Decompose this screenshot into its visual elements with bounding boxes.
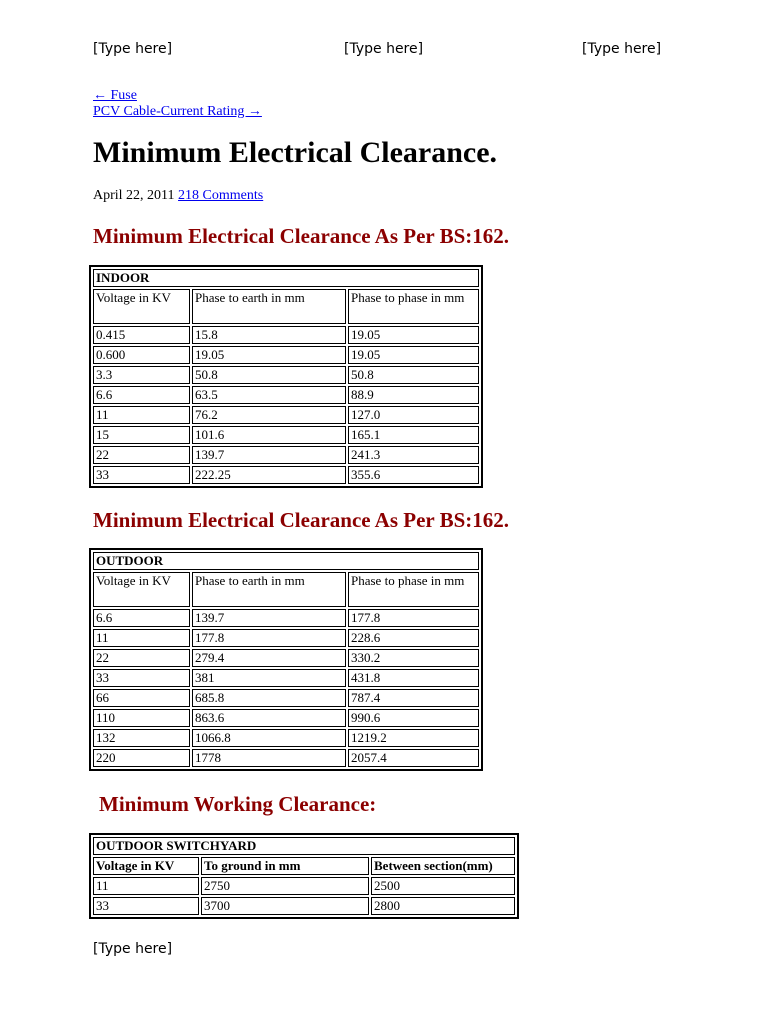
table-cell: 110 xyxy=(93,709,190,727)
column-header: Phase to phase in mm xyxy=(348,289,479,324)
table-cell: 11 xyxy=(93,877,199,895)
table-row xyxy=(93,749,479,767)
footer-left: [Type here] xyxy=(93,941,173,957)
page-title: Minimum Electrical Clearance. xyxy=(93,136,498,169)
indoor-heading: Minimum Electrical Clearance As Per BS:162. xyxy=(93,224,510,248)
table-cell: 132 xyxy=(93,729,190,747)
table-cell: 76.2 xyxy=(192,406,346,424)
table-row xyxy=(93,629,479,647)
table-cell: 355.6 xyxy=(348,466,479,484)
table-cell: 63.5 xyxy=(192,386,346,404)
column-header: Phase to earth in mm xyxy=(192,289,346,324)
table-header-row xyxy=(93,289,479,324)
table-cell: 220 xyxy=(93,749,190,767)
table-cell: 22 xyxy=(93,649,190,667)
table-row xyxy=(93,406,479,424)
table-row xyxy=(93,386,479,404)
column-header: Phase to phase in mm xyxy=(348,572,479,607)
table-cell: 431.8 xyxy=(348,669,479,687)
table-cell: 127.0 xyxy=(348,406,479,424)
table-cell: 19.05 xyxy=(348,346,479,364)
table-cell: 2057.4 xyxy=(348,749,479,767)
table-cell: 2500 xyxy=(371,877,515,895)
working-heading: Minimum Working Clearance: xyxy=(99,792,377,816)
table-cell: 685.8 xyxy=(192,689,346,707)
table-cell: 0.600 xyxy=(93,346,190,364)
table-row xyxy=(93,649,479,667)
column-header: Voltage in KV xyxy=(93,857,199,875)
table-row xyxy=(93,366,479,384)
table-cell: 19.05 xyxy=(192,346,346,364)
post-meta xyxy=(93,188,263,204)
header-right: [Type here] xyxy=(582,41,662,57)
table-cell: 1219.2 xyxy=(348,729,479,747)
outdoor-heading: Minimum Electrical Clearance As Per BS:162. xyxy=(93,508,510,532)
next-post-link[interactable]: PCV Cable-Current Rating → xyxy=(93,104,262,119)
table-cell: 3700 xyxy=(201,897,369,915)
table-row xyxy=(93,729,479,747)
table-cell: 15.8 xyxy=(192,326,346,344)
table-cell: 222.25 xyxy=(192,466,346,484)
table-cell: 66 xyxy=(93,689,190,707)
table-cell: 15 xyxy=(93,426,190,444)
table-row xyxy=(93,689,479,707)
comments-link[interactable]: 218 Comments xyxy=(178,188,264,203)
table-cell: 787.4 xyxy=(348,689,479,707)
table-cell: 228.6 xyxy=(348,629,479,647)
table-cell: 33 xyxy=(93,466,190,484)
prev-post-link[interactable]: ← Fuse xyxy=(93,88,137,103)
table-title-row xyxy=(93,269,479,287)
table-cell: 0.415 xyxy=(93,326,190,344)
table-cell: 3.3 xyxy=(93,366,190,384)
table-cell: 241.3 xyxy=(348,446,479,464)
indoor-clearance-table xyxy=(89,265,483,488)
table-cell: 33 xyxy=(93,669,190,687)
table-cell: 279.4 xyxy=(192,649,346,667)
table-cell: 11 xyxy=(93,406,190,424)
table-cell: 330.2 xyxy=(348,649,479,667)
table-cell: 2800 xyxy=(371,897,515,915)
table-row xyxy=(93,446,479,464)
table-cell: 165.1 xyxy=(348,426,479,444)
column-header: Phase to earth in mm xyxy=(192,572,346,607)
table-row xyxy=(93,669,479,687)
table-cell: 177.8 xyxy=(348,609,479,627)
table-row xyxy=(93,346,479,364)
table-title: OUTDOOR xyxy=(93,552,479,570)
outdoor-clearance-table xyxy=(89,548,483,771)
table-title: OUTDOOR SWITCHYARD xyxy=(93,837,515,855)
table-cell: 1066.8 xyxy=(192,729,346,747)
table-cell: 50.8 xyxy=(192,366,346,384)
table-header-row xyxy=(93,857,515,875)
column-header: Voltage in KV xyxy=(93,572,190,607)
table-cell: 11 xyxy=(93,629,190,647)
column-header: Between section(mm) xyxy=(371,857,515,875)
table-row xyxy=(93,877,515,895)
table-cell: 990.6 xyxy=(348,709,479,727)
table-cell: 139.7 xyxy=(192,609,346,627)
table-title: INDOOR xyxy=(93,269,479,287)
table-cell: 19.05 xyxy=(348,326,479,344)
table-header-row xyxy=(93,572,479,607)
table-row xyxy=(93,709,479,727)
table-cell: 139.7 xyxy=(192,446,346,464)
table-cell: 88.9 xyxy=(348,386,479,404)
header-center: [Type here] xyxy=(344,41,424,57)
table-row xyxy=(93,326,479,344)
post-date: April 22, 2011 xyxy=(93,188,175,203)
table-row xyxy=(93,609,479,627)
table-cell: 6.6 xyxy=(93,386,190,404)
table-row xyxy=(93,426,479,444)
table-cell: 101.6 xyxy=(192,426,346,444)
table-title-row xyxy=(93,552,479,570)
column-header: To ground in mm xyxy=(201,857,369,875)
table-cell: 381 xyxy=(192,669,346,687)
table-cell: 1778 xyxy=(192,749,346,767)
table-row xyxy=(93,897,515,915)
table-cell: 22 xyxy=(93,446,190,464)
column-header: Voltage in KV xyxy=(93,289,190,324)
table-cell: 6.6 xyxy=(93,609,190,627)
table-row xyxy=(93,466,479,484)
working-clearance-table xyxy=(89,833,519,919)
table-cell: 177.8 xyxy=(192,629,346,647)
table-cell: 33 xyxy=(93,897,199,915)
table-title-row xyxy=(93,837,515,855)
table-cell: 2750 xyxy=(201,877,369,895)
table-cell: 863.6 xyxy=(192,709,346,727)
header-left: [Type here] xyxy=(93,41,173,57)
table-cell: 50.8 xyxy=(348,366,479,384)
